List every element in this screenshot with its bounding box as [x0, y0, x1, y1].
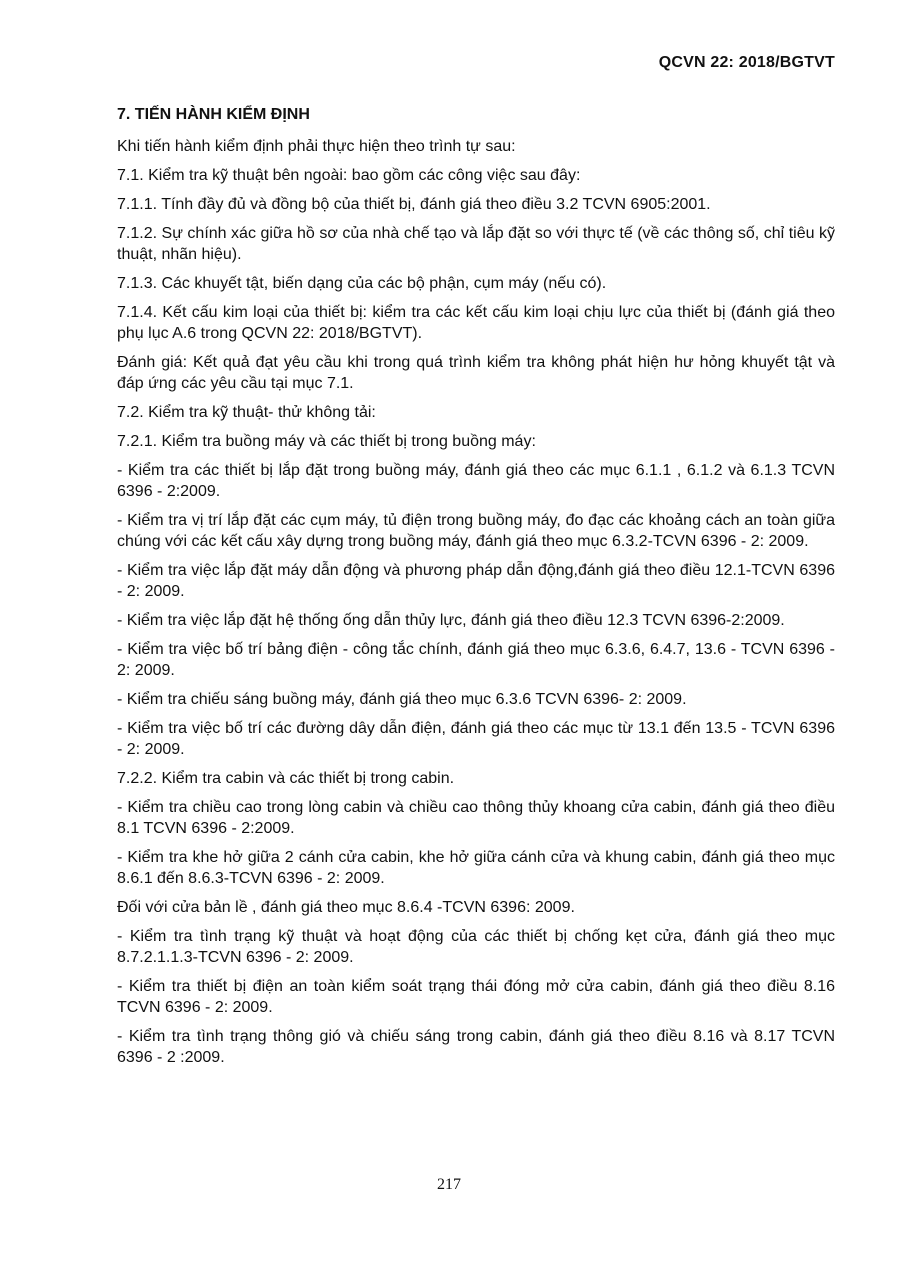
paragraph: 7.1.3. Các khuyết tật, biến dạng của các bộ phận, cụm máy (nếu có). — [117, 275, 607, 292]
document-code-header: QCVN 22: 2018/BGTVT — [658, 54, 835, 71]
paragraph-list — [117, 136, 835, 1068]
paragraph: 7.1.2. Sự chính xác giữa hồ sơ của nhà chế tạo và lắp đặt so với thực tế (về các thông số, chỉ tiêu kỹ thuật, nhãn hiệu). — [117, 225, 835, 263]
paragraph: - Kiểm tra tình trạng kỹ thuật và hoạt động của các thiết bị chống kẹt cửa, đánh giá theo mục 8.7.2.1.1.3-TCVN 6396 - 2: 2009. — [117, 928, 835, 966]
paragraph: Khi tiến hành kiểm định phải thực hiện theo trình tự sau: — [117, 138, 516, 155]
paragraph: - Kiểm tra việc lắp đặt hệ thống ống dẫn thủy lực, đánh giá theo điều 12.3 TCVN 6396-2:2009. — [117, 612, 785, 629]
paragraph: Đánh giá: Kết quả đạt yêu cầu khi trong quá trình kiểm tra không phát hiện hư hỏng khuyết tật và đáp ứng các yêu cầu tại mục 7.1. — [117, 354, 835, 392]
paragraph: Đối với cửa bản lề , đánh giá theo mục 8.6.4 -TCVN 6396: 2009. — [117, 899, 575, 916]
paragraph: - Kiểm tra khe hở giữa 2 cánh cửa cabin, khe hở giữa cánh cửa và khung cabin, đánh giá theo mục 8.6.1 đến 8.6.3-TCVN 6396 - 2: 2009. — [117, 849, 835, 887]
document-body — [117, 104, 835, 1076]
paragraph: 7.1.1. Tính đầy đủ và đồng bộ của thiết bị, đánh giá theo điều 3.2 TCVN 6905:2001. — [117, 196, 711, 213]
paragraph: - Kiểm tra thiết bị điện an toàn kiểm soát trạng thái đóng mở cửa cabin, đánh giá theo điều 8.16 TCVN 6396 - 2: 2009. — [117, 978, 835, 1016]
paragraph: - Kiểm tra việc bố trí các đường dây dẫn điện, đánh giá theo các mục từ 13.1 đến 13.5 - TCVN 6396 - 2: 2009. — [117, 720, 835, 758]
paragraph: - Kiểm tra chiếu sáng buồng máy, đánh giá theo mục 6.3.6 TCVN 6396- 2: 2009. — [117, 691, 687, 708]
paragraph: - Kiểm tra vị trí lắp đặt các cụm máy, tủ điện trong buồng máy, đo đạc các khoảng cách an toàn giữa chúng với các kết cấu xây dựng trong buồng máy, đánh giá theo mục 6.3.2-TCVN 6396 - 2: 2009. — [117, 512, 835, 550]
paragraph: 7.2.1. Kiểm tra buồng máy và các thiết bị trong buồng máy: — [117, 433, 536, 450]
paragraph: - Kiểm tra các thiết bị lắp đặt trong buồng máy, đánh giá theo các mục 6.1.1 , 6.1.2 và 6.1.3 TCVN 6396 - 2:2009. — [117, 462, 835, 500]
paragraph: 7.1.4. Kết cấu kim loại của thiết bị: kiểm tra các kết cấu kim loại chịu lực của thiết bị (đánh giá theo phụ lục A.6 trong QCVN 22: 2018/BGTVT). — [117, 304, 835, 342]
section-title: 7. TIẾN HÀNH KIỂM ĐỊNH — [117, 106, 310, 123]
page-number: 217 — [437, 1176, 461, 1193]
paragraph: - Kiểm tra việc bố trí bảng điện - công tắc chính, đánh giá theo mục 6.3.6, 6.4.7, 13.6 - TCVN 6396 - 2: 2009. — [117, 641, 835, 679]
paragraph: 7.1. Kiểm tra kỹ thuật bên ngoài: bao gồm các công việc sau đây: — [117, 167, 581, 184]
paragraph: - Kiểm tra chiều cao trong lòng cabin và chiều cao thông thủy khoang cửa cabin, đánh giá theo điều 8.1 TCVN 6396 - 2:2009. — [117, 799, 835, 837]
paragraph: - Kiểm tra việc lắp đặt máy dẫn động và phương pháp dẫn động,đánh giá theo điều 12.1-TCVN 6396 - 2: 2009. — [117, 562, 835, 600]
paragraph: 7.2. Kiểm tra kỹ thuật- thử không tải: — [117, 404, 376, 421]
paragraph: 7.2.2. Kiểm tra cabin và các thiết bị trong cabin. — [117, 770, 455, 787]
paragraph: - Kiểm tra tình trạng thông gió và chiếu sáng trong cabin, đánh giá theo điều 8.16 và 8.17 TCVN 6396 - 2 :2009. — [117, 1028, 835, 1066]
